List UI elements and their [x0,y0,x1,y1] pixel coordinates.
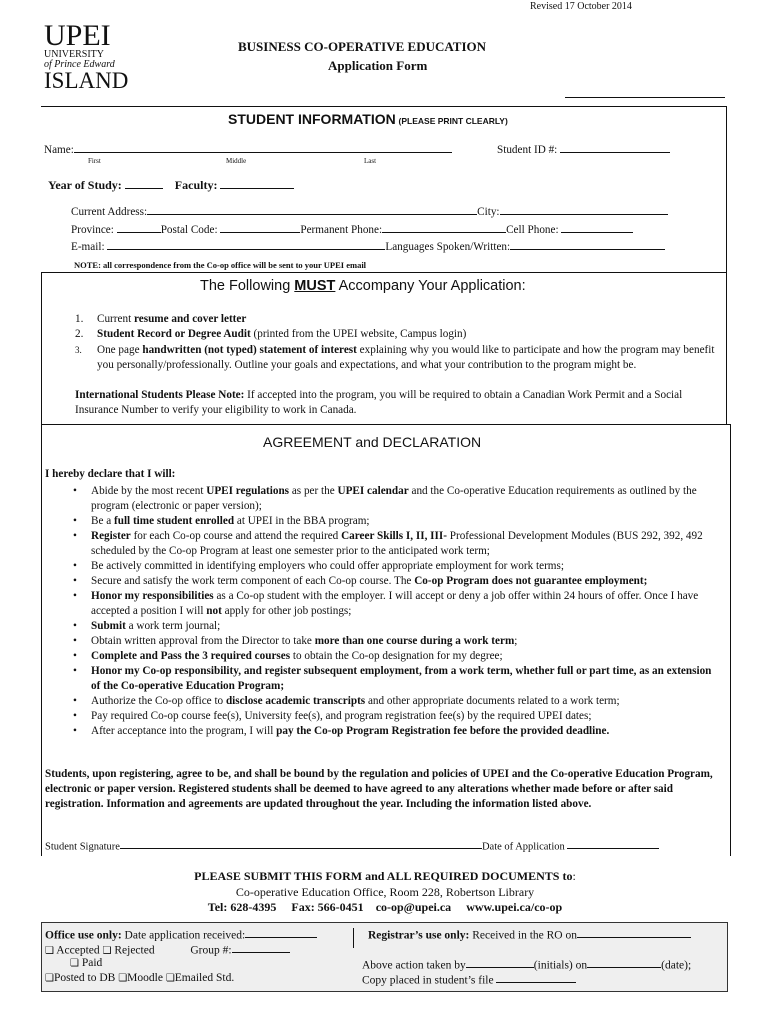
office-use-label: Office use only: [45,929,122,942]
student-id-field[interactable] [560,142,670,153]
header-rule [565,97,725,98]
item3-bold: handwritten (not typed) statement of interest [142,344,357,356]
item2-bold: Student Record or Degree Audit [97,328,251,340]
action-date-label: (date); [661,959,692,972]
name-field[interactable] [74,142,452,153]
signature-field[interactable] [120,839,482,849]
form-subtitle: Application Form [328,58,428,73]
email-field[interactable] [107,239,385,250]
students-agreement-paragraph: Students, upon registering, agree to be, and shall be bound by the regulation and policies of UPEI and the Co-operative Education Program, electronic or paper version. Registered students shall be deemed to have agreed to any alterations whether made before or after said registration. Information and agreements are updated throughout the year. Including the information listed above. [45,768,713,810]
date-of-application-field[interactable] [567,839,659,849]
logo-island: ISLAND [44,68,129,93]
posted-checkbox[interactable]: ❏ [45,973,54,984]
international-note-text: If accepted into the program, you will be required to obtain a Canadian Work Permit and a Social Insurance Number to verify your eligibility to work in Canada. [75,389,683,416]
province-label: Province: [71,224,114,237]
faculty-field[interactable] [220,177,294,189]
list-item: 1. Current resume and cover letter [75,313,247,325]
student-id-label: Student ID #: [497,144,558,157]
list-item: 3. One page handwritten (not typed) statement of interest explaining why you would like to participate and how the program may benefit you personally/professionally. Outline your goals and expectations, and what your contribution to the program might be. [75,344,715,371]
email-label: E-mail: [71,241,105,254]
list-item: • Submit a work term journal; [73,620,221,632]
logo-of-pei: of Prince Edward [44,59,115,70]
cell-phone-label: Cell Phone: [506,224,559,237]
paid-label: Paid [81,957,103,969]
list-item: • Secure and satisfy the work term component of each Co-op course. The Co-op Program does not guarantee employment; [73,575,648,587]
emailed-checkbox[interactable]: ❏ [165,973,175,984]
emailed-label: Emailed Std. [174,972,235,984]
action-initials-label: (initials) on [533,959,588,972]
date-received-field[interactable] [245,927,317,938]
address-field[interactable] [147,204,477,215]
declare-intro: I hereby declare that I will: [45,468,176,480]
faculty-label: Faculty: [174,177,218,192]
logo-university: UNIVERSITY [44,49,104,60]
received-in-ro-field[interactable] [577,927,691,938]
list-item: • After acceptance into the program, I will pay the Co-op Program Registration fee before the provided deadline. [73,725,610,737]
copy-placed-field[interactable] [496,972,576,983]
city-field[interactable] [500,204,668,215]
province-field[interactable] [117,222,161,233]
revised-date: Revised 17 October 2014 [530,1,632,12]
student-info-heading: STUDENT INFORMATION [228,111,396,127]
submit-line1: PLEASE SUBMIT THIS FORM and ALL REQUIRED DOCUMENTS to [194,869,573,883]
submit-address: Co-operative Education Office, Room 228, Robertson Library [235,884,535,899]
student-info-heading-note: (PLEASE PRINT CLEARLY) [398,116,508,126]
form-title: BUSINESS CO-OPERATIVE EDUCATION [238,39,487,54]
copy-placed-label: Copy placed in student’s file [362,974,494,987]
list-item: • Honor my responsibilities as a Co-op student with the employer. I will accept or deny a job offer within 24 hours of offer. Once I have accepted a position I will not apply for other job postings; [73,590,699,617]
permanent-phone-field[interactable] [382,222,506,233]
submit-fax: Fax: 566-0451 [291,900,364,914]
languages-label: Languages Spoken/Written: [385,241,511,254]
moodle-checkbox[interactable]: ❏ [118,973,128,984]
submit-tel: Tel: 628-4395 [207,900,277,914]
list-item: • Authorize the Co-op office to disclose academic transcripts and other appropriate documents related to a work term; [73,695,620,707]
address-label: Current Address: [71,206,148,219]
postal-code-field[interactable] [220,222,300,233]
submit-web-link[interactable]: www.upei.ca/co-op [466,900,563,914]
accompany-heading-post: Accompany Your Application: [335,278,526,294]
item2-text: (printed from the UPEI website, Campus login) [250,328,467,340]
cell-phone-field[interactable] [561,222,633,233]
item1-text: Current [97,313,134,325]
submit-instructions: PLEASE SUBMIT THIS FORM and ALL REQUIRED DOCUMENTS to: Co-operative Education Office, Room 228, Robertson Library Tel: 628-4395 Fax: 566-0451 co-op@upei.ca www.upei.ca/co-op [0,869,770,916]
submit-email-link[interactable]: co-op@upei.ca [375,900,452,914]
list-item: • Obtain written approval from the Director to take more than one course during a work term; [73,635,518,647]
accompany-heading [200,278,526,294]
posted-label: Posted to DB [53,972,116,984]
list-item: • Honor my Co-op responsibility, and register subsequent employment, from a work term, whether full or part time, as an extension of the Co-operative Education Program; [73,665,712,692]
languages-field[interactable] [510,239,665,250]
logo-upei: UPEI [44,19,111,52]
correspondence-note: NOTE: all correspondence from the Co-op office will be sent to your UPEI email [74,260,367,270]
first-name-caption: First [88,157,101,165]
action-date-field[interactable] [587,957,661,968]
list-item: • Complete and Pass the 3 required courses to obtain the Co-op designation for my degree; [73,650,503,662]
date-received-label: Date application received: [121,929,246,942]
action-taken-label: Above action taken by [362,959,466,972]
upei-logo [44,19,129,94]
item1-bold: resume and cover letter [133,313,247,325]
group-label: Group #: [190,944,232,957]
year-of-study-label: Year of Study: [48,177,122,192]
list-item: 2. Student Record or Degree Audit (printed from the UPEI website, Campus login) [75,328,467,340]
action-initials-field[interactable] [466,957,534,968]
date-of-application-label: Date of Application [481,841,565,853]
item3-text: One page [97,344,143,356]
list-item: • Register for each Co-op course and attend the required Career Skills I, II, III- Professional Development Modules (BUS 292, 392, 492 scheduled by the Co-op Program at least one semester prior to the anticipated work term; [73,530,703,557]
group-field[interactable] [232,942,290,953]
declaration-list [67,484,721,739]
accompany-heading-must: MUST [294,278,336,294]
postal-code-label: Postal Code: [160,224,218,237]
signature-label: Student Signature [45,841,120,853]
registrar-use-label: Registrar’s use only: [368,929,470,942]
moodle-label: Moodle [127,972,163,984]
name-label: Name: [44,144,74,157]
accepted-label: Accepted [56,944,100,957]
list-item: • Abide by the most recent UPEI regulations as per the UPEI calendar and the Co-operative Education requirements as outlined by the program (electronic or paper version); [73,485,697,512]
rejected-checkbox[interactable]: ❏ [102,945,112,957]
year-of-study-field[interactable] [125,177,163,189]
rejected-label: Rejected [114,944,155,957]
international-note [75,388,725,418]
accepted-checkbox[interactable]: ❏ [45,945,54,957]
accompany-heading-pre: The Following [200,278,295,294]
agreement-heading: AGREEMENT and DECLARATION [263,434,482,450]
international-note-bold: International Students Please Note: [75,389,245,401]
paid-checkbox[interactable]: ❏ [70,958,79,969]
item3-text-post: explaining why you would like to participate and how the program may benefit you personally/professionally. Outline your goals and expectations, and what your contribution to the program might be. [97,344,715,371]
middle-name-caption: Middle [226,157,247,165]
list-item: • Pay required Co-op course fee(s), University fee(s), and program registration fee(s) by the required UPEI dates; [73,710,592,722]
list-item: • Be a full time student enrolled at UPEI in the BBA program; [73,515,370,527]
list-item: • Be actively committed in identifying employers who could offer appropriate employment for work terms; [73,560,564,572]
permanent-phone-label: Permanent Phone: [300,224,383,237]
received-in-ro-label: Received in the RO on [469,929,577,942]
city-label: City: [477,206,500,219]
last-name-caption: Last [364,157,377,165]
office-use-divider [353,928,354,948]
